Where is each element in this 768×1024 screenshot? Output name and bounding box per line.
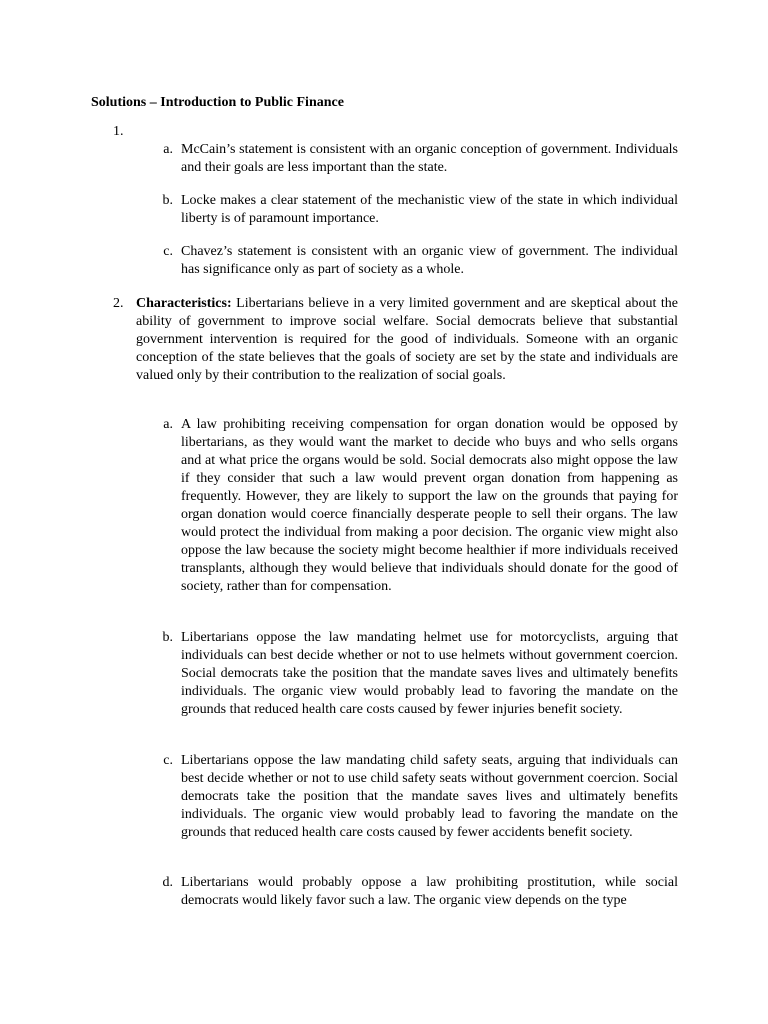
part-text: Chavez’s statement is consistent with an organic view of government. The individual has significance only as part of society as a whole. xyxy=(181,244,678,277)
part-letter: b. xyxy=(162,630,173,645)
document-title: Solutions – Introduction to Public Finance xyxy=(91,95,344,110)
part-text: Libertarians would probably oppose a law prohibiting prostitution, while social democrats would likely favor such a law. The organic view depends on the type xyxy=(181,875,678,908)
part-text: Locke makes a clear statement of the mechanistic view of the state in which individual liberty is of paramount importance. xyxy=(181,193,678,226)
part-letter: a. xyxy=(163,142,173,157)
question-2-lead: Characteristics: xyxy=(136,296,232,311)
part-letter: c. xyxy=(163,753,173,768)
question-1-number: 1. xyxy=(113,124,124,139)
part-letter: a. xyxy=(163,417,173,432)
question-2-number: 2. xyxy=(113,296,124,311)
question-2-intro xyxy=(136,295,678,385)
part-text: Libertarians oppose the law mandating child safety seats, arguing that individuals can best decide whether or not to use child safety seats without government coercion. Social democrats take the position that the mandate saves lives and ultimately benefits individuals. The organic view would probably lead to favoring the mandate on the grounds that reduced health care costs caused by fewer accidents benefit society. xyxy=(181,753,678,840)
part-text: Libertarians oppose the law mandating helmet use for motorcyclists, arguing that individuals can best decide whether or not to use helmets without government coercion. Social democrats take the position that the mandate saves lives and ultimately benefits individuals. The organic view would probably lead to favoring the mandate on the grounds that reduced health care costs caused by fewer injuries benefit society. xyxy=(181,630,678,717)
part-text: A law prohibiting receiving compensation for organ donation would be opposed by libertarians, as they would want the market to decide who buys and who sells organs and at what price the organs would be sold. Social democrats also might oppose the law if they consider that such a law would prevent organ donation from happening as frequently. However, they are likely to support the law on the grounds that paying for organ donation would coerce financially desperate people to sell their organs. The law would protect the individual from making a poor decision. The organic view might also oppose the law because the society might become healthier if more individuals received transplants, although they would believe that individuals should donate for the good of society, rather than for compensation. xyxy=(181,417,678,594)
part-letter: d. xyxy=(162,875,173,890)
question-2-intro-text: Libertarians believe in a very limited government and are skeptical about the ability of government to improve social welfare. Social democrats believe that substantial government intervention is required for the good of individuals. Someone with an organic conception of the state believes that the goals of society are set by the state and individuals are valued only by their contribution to the realization of social goals. xyxy=(136,296,678,383)
part-text: McCain’s statement is consistent with an organic conception of government. Individuals and their goals are less important than the state. xyxy=(181,142,678,175)
part-letter: c. xyxy=(163,244,173,259)
part-letter: b. xyxy=(162,193,173,208)
